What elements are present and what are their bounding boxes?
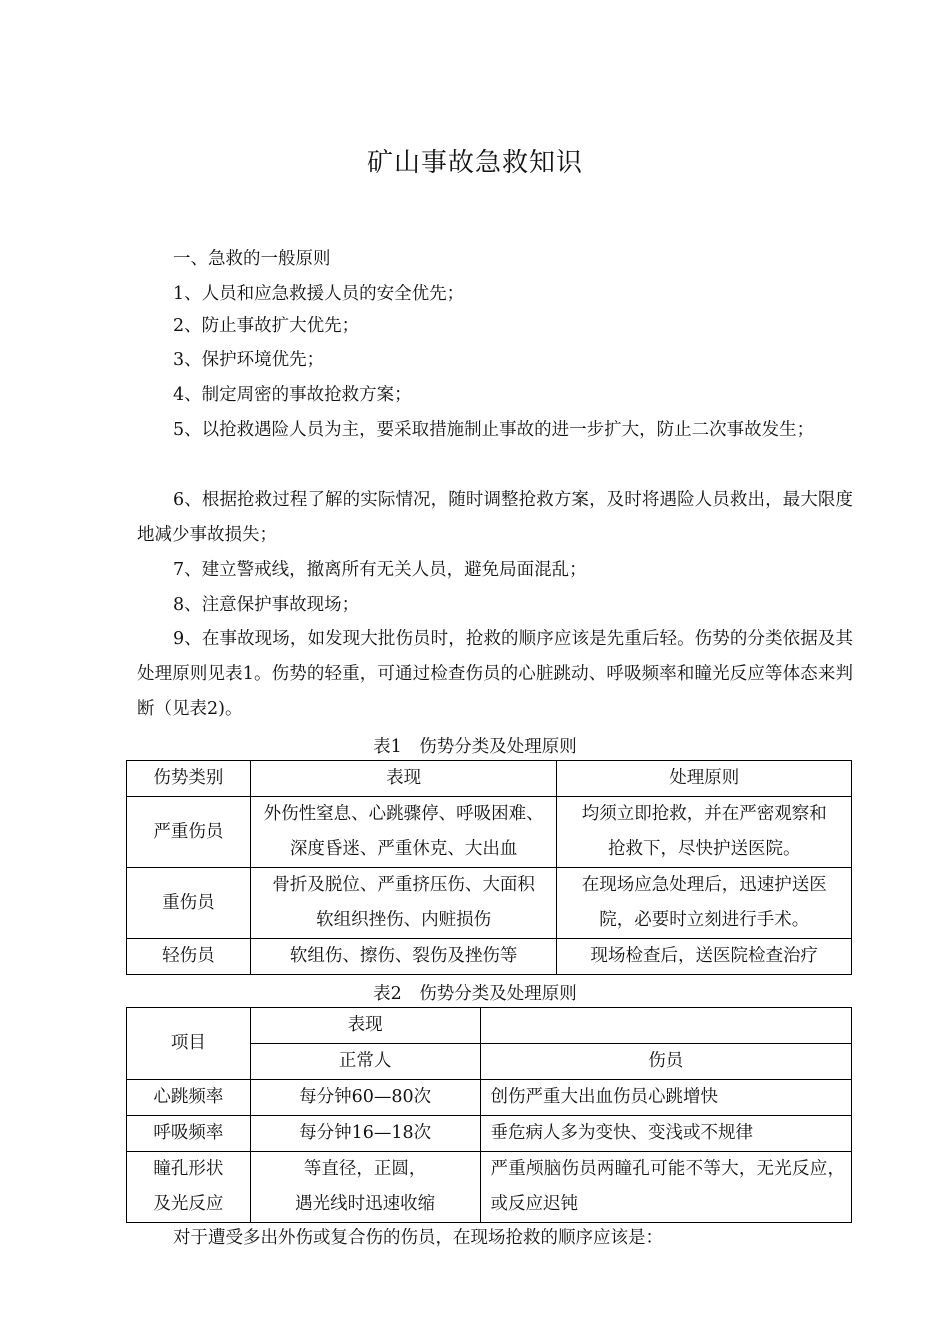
normal-line: 遇光线时迅速收缩 xyxy=(295,1194,436,1214)
symptom-cell xyxy=(250,797,557,868)
header-cell: 伤员 xyxy=(480,1044,851,1080)
treatment-line: 院，必要时立刻进行手术。 xyxy=(599,910,810,930)
table-header-row xyxy=(127,1008,852,1044)
normal-line: 等直径，正圆， xyxy=(303,1159,427,1179)
treatment-line: 在现场应急处理后，迅速护送医 xyxy=(581,875,827,895)
principle-item: 2、防止事故扩大优先； xyxy=(173,316,360,336)
symptom-cell xyxy=(250,868,557,939)
table-header-row xyxy=(127,761,852,797)
injured-cell: 严重颅脑伤员两瞳孔可能不等大，无光反应，或反应迟钝 xyxy=(480,1152,851,1223)
injured-cell: 垂危病人多为变快、变浅或不规律 xyxy=(480,1116,851,1152)
normal-cell: 每分钟60—80次 xyxy=(250,1080,480,1116)
section-heading: 一、急救的一般原则 xyxy=(173,249,331,269)
principle-item: 8、注意保护事故现场； xyxy=(173,595,360,615)
table-row xyxy=(127,939,852,975)
table2-caption: 表2 伤势分类及处理原则 xyxy=(373,984,577,1004)
principle-item: 9、在事故现场，如发现大批伤员时，抢救的顺序应该是先重后轻。伤势的分类依据及其处理原则见表1。伤势的轻重，可通过检查伤员的心脏跳动、呼吸频率和瞳光反应等体态来判断（见表2)。 xyxy=(137,629,853,719)
treatment-cell xyxy=(557,868,852,939)
item-line: 瞳孔形状 xyxy=(153,1159,224,1179)
closing-paragraph: 对于遭受多出外伤或复合伤的伤员，在现场抢救的顺序应该是： xyxy=(173,1228,663,1248)
document-title: 矿山事故急救知识 xyxy=(366,148,583,178)
category-cell: 重伤员 xyxy=(127,868,251,939)
treatment-line: 均须立即抢救，并在严密观察和 xyxy=(581,804,827,824)
header-cell: 伤势类别 xyxy=(127,761,251,797)
principle-item: 3、保护环境优先； xyxy=(173,350,325,370)
treatment-line: 抢救下，尽快护送医院。 xyxy=(607,839,801,859)
category-cell: 轻伤员 xyxy=(127,939,251,975)
item-cell: 心跳频率 xyxy=(127,1080,251,1116)
normal-cell: 每分钟16—18次 xyxy=(250,1116,480,1152)
principle-item: 4、制定周密的事故抢救方案； xyxy=(173,385,412,405)
treatment-cell xyxy=(557,797,852,868)
normal-cell xyxy=(250,1152,480,1223)
table-row xyxy=(127,1116,852,1152)
item-cell xyxy=(127,1152,251,1223)
vital-signs-table xyxy=(126,1007,852,1223)
symptom-line: 骨折及脱位、严重挤压伤、大面积 xyxy=(272,875,535,895)
header-cell: 正常人 xyxy=(250,1044,480,1080)
header-cell-empty xyxy=(480,1008,851,1044)
symptom-line: 软组织挫伤、内赃损伤 xyxy=(316,910,492,930)
symptom-line: 深度昏迷、严重休克、大出血 xyxy=(289,839,518,859)
table1-caption: 表1 伤势分类及处理原则 xyxy=(373,737,577,757)
symptom-cell: 软组伤、擦伤、裂伤及挫伤等 xyxy=(250,939,557,975)
header-cell: 表现 xyxy=(250,1008,480,1044)
principle-item: 5、以抢救遇险人员为主，要采取措施制止事故的进一步扩大，防止二次事故发生； xyxy=(173,420,815,440)
item-line: 及光反应 xyxy=(153,1194,224,1214)
item-cell: 呼吸频率 xyxy=(127,1116,251,1152)
injured-cell: 创伤严重大出血伤员心跳增快 xyxy=(480,1080,851,1116)
header-cell: 表现 xyxy=(250,761,557,797)
table-row xyxy=(127,868,852,939)
symptom-line: 外伤性窒息、心跳骤停、呼吸困难、 xyxy=(263,804,544,824)
category-cell: 严重伤员 xyxy=(127,797,251,868)
table-row xyxy=(127,797,852,868)
table-row xyxy=(127,1152,852,1223)
treatment-cell: 现场检查后，送医院检查治疗 xyxy=(557,939,852,975)
header-cell: 处理原则 xyxy=(557,761,852,797)
principle-item: 1、人员和应急救援人员的安全优先； xyxy=(173,284,465,304)
header-cell: 项目 xyxy=(127,1008,251,1080)
table-row xyxy=(127,1080,852,1116)
principle-item: 7、建立警戒线，撤离所有无关人员，避免局面混乱； xyxy=(173,560,587,580)
principle-item: 6、根据抢救过程了解的实际情况，随时调整抢救方案，及时将遇险人员救出，最大限度地减少事故损失； xyxy=(137,490,853,545)
injury-classification-table xyxy=(126,760,852,975)
